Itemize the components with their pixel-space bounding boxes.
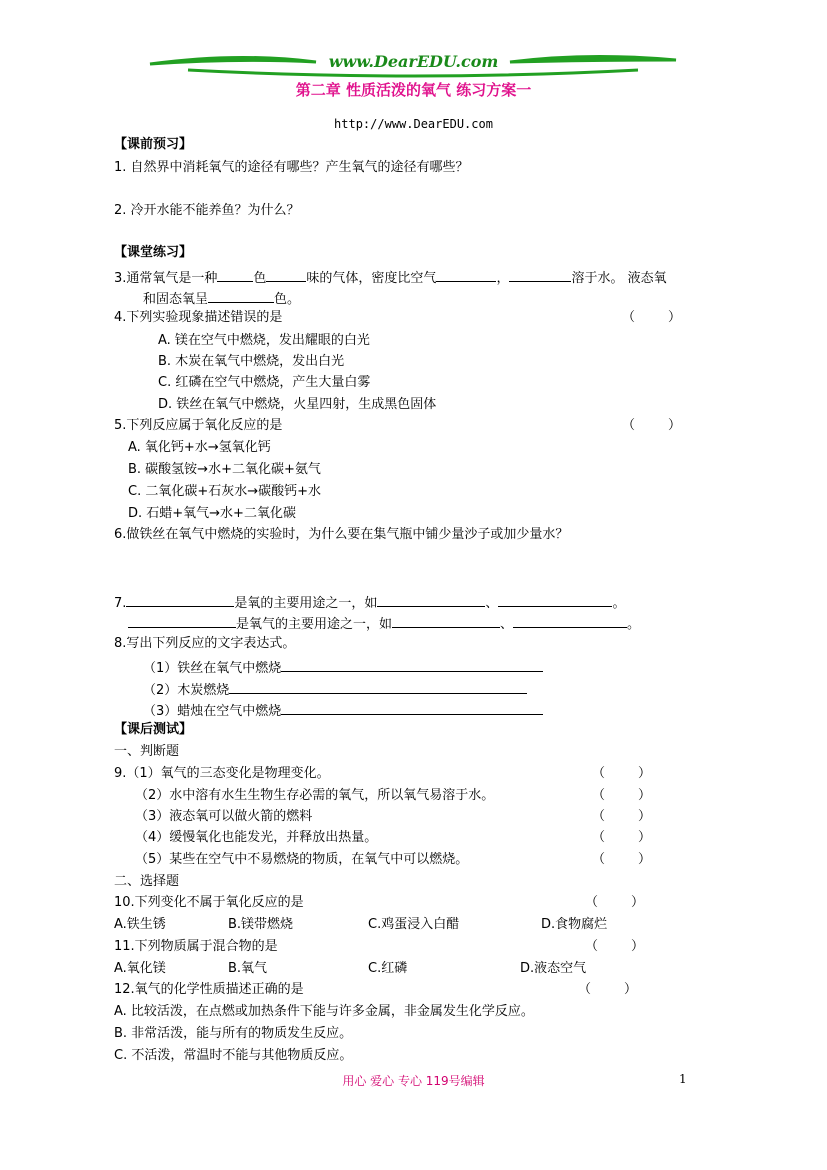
section-preview: 【课前预习】 xyxy=(114,137,193,152)
blank-example-4[interactable] xyxy=(513,614,627,628)
question-3-line2 xyxy=(143,289,300,308)
q3-part3: 味的气体，密度比空气 xyxy=(306,271,437,286)
question-11-stem: 11.下列物质属于混合物的是 xyxy=(114,939,278,954)
answer-bracket[interactable]: （ ） xyxy=(585,939,645,954)
judge-item-5: （5）某些在空气中不易燃烧的物质，在氧气中可以燃烧。 xyxy=(135,852,469,867)
answer-bracket[interactable]: （ ） xyxy=(592,830,652,845)
section-classwork: 【课堂练习】 xyxy=(114,245,193,260)
blank-solubility[interactable] xyxy=(509,268,571,282)
q11-option-b: B.氧气 xyxy=(228,961,268,976)
judge-item-4: （4）缓慢氧化也能发光，并释放出热量。 xyxy=(135,830,378,845)
answer-bracket[interactable]: （ ） xyxy=(592,788,652,803)
judge-heading: 一、判断题 xyxy=(114,744,180,759)
blank-smell[interactable] xyxy=(266,268,306,282)
answer-bracket[interactable]: （ ） xyxy=(592,766,652,781)
q11-option-d: D.液态空气 xyxy=(520,961,587,976)
q4-option-c: C. 红磷在空气中燃烧，产生大量白雾 xyxy=(158,375,371,390)
q7-end-1: 。 xyxy=(612,596,626,611)
blank-use-1[interactable] xyxy=(126,593,234,607)
q8-item-3 xyxy=(143,701,543,720)
q3-part5: 溶于水。 液态氧 xyxy=(571,271,667,286)
answer-bracket[interactable]: （ ） xyxy=(622,418,682,433)
q11-option-c: C.红磷 xyxy=(368,961,408,976)
blank-equation-1[interactable] xyxy=(281,658,543,672)
blank-equation-3[interactable] xyxy=(281,701,543,715)
q7-end-2: 。 xyxy=(627,617,641,632)
q12-option-a: A. 比较活泼，在点燃或加热条件下能与许多金属，非金属发生化学反应。 xyxy=(114,1004,534,1019)
blank-color[interactable] xyxy=(217,268,253,282)
q10-option-a: A.铁生锈 xyxy=(114,917,166,932)
q5-option-c: C. 二氧化碳+石灰水→碳酸钙+水 xyxy=(128,484,322,499)
blank-density[interactable] xyxy=(436,268,496,282)
judge-item-3: （3）液态氧可以做火箭的燃料 xyxy=(135,809,313,824)
choice-heading: 二、选择题 xyxy=(114,874,180,889)
q4-option-d: D. 铁丝在氧气中燃烧，火星四射，生成黑色固体 xyxy=(158,397,437,412)
q12-option-c: C. 不活泼，常温时不能与其他物质反应。 xyxy=(114,1048,353,1063)
q10-option-d: D.食物腐烂 xyxy=(541,917,608,932)
source-url: http://www.DearEDU.com xyxy=(334,117,493,131)
q12-option-b: B. 非常活泼，能与所有的物质发生反应。 xyxy=(114,1026,353,1041)
q5-option-a: A. 氧化钙+水→氢氧化钙 xyxy=(128,440,271,455)
q4-option-b: B. 木炭在氧气中燃烧，发出白光 xyxy=(158,354,345,369)
answer-bracket[interactable]: （ ） xyxy=(592,809,652,824)
blank-solid-color[interactable] xyxy=(208,289,274,303)
logo-text: www.DearEDU.com xyxy=(328,52,499,71)
question-2: 2. 冷开水能不能养鱼？为什么？ xyxy=(114,203,300,218)
q4-option-a: A. 镁在空气中燃烧，发出耀眼的白光 xyxy=(158,333,370,348)
blank-use-2[interactable] xyxy=(128,614,236,628)
question-8-stem: 8.写出下列反应的文字表达式。 xyxy=(114,636,296,651)
q3-line2a: 和固态氧呈 xyxy=(143,292,209,307)
blank-example-3[interactable] xyxy=(392,614,500,628)
q3-line2b: 色。 xyxy=(274,292,301,307)
q10-option-c: C.鸡蛋浸入白醋 xyxy=(368,917,460,932)
q7-text-2: 是氧气的主要用途之一，如 xyxy=(236,617,393,632)
question-4-stem: 4.下列实验现象描述错误的是 xyxy=(114,310,283,325)
q7-sep-2: 、 xyxy=(500,617,514,632)
answer-bracket[interactable]: （ ） xyxy=(578,982,638,997)
q3-part4: ， xyxy=(496,271,510,286)
q5-option-b: B. 碳酸氢铵→水+二氧化碳+氨气 xyxy=(128,462,321,477)
q8-item-2 xyxy=(143,680,527,699)
q8-item-1 xyxy=(143,658,543,677)
q7-number: 7. xyxy=(114,596,127,611)
question-5-stem: 5.下列反应属于氧化反应的是 xyxy=(114,418,283,433)
q8-item-2-text: （2）木炭燃烧 xyxy=(143,683,230,698)
footer-text: 用心 爱心 专心 119号编辑 xyxy=(342,1074,485,1088)
section-aftertest: 【课后测试】 xyxy=(114,722,193,737)
blank-equation-2[interactable] xyxy=(229,680,527,694)
question-12-stem: 12.氧气的化学性质描述正确的是 xyxy=(114,982,304,997)
page-number: 1 xyxy=(679,1072,687,1086)
q3-part2: 色 xyxy=(253,271,267,286)
judge-item-2: （2）水中溶有水生生物生存必需的氧气，所以氧气易溶于水。 xyxy=(135,788,495,803)
blank-example-2[interactable] xyxy=(498,593,612,607)
q7-sep-1: 、 xyxy=(485,596,499,611)
question-7-line1 xyxy=(114,593,625,612)
question-7-line2 xyxy=(128,614,640,633)
judge-item-1: 9.（1）氧气的三态变化是物理变化。 xyxy=(114,766,330,781)
q5-option-d: D. 石蜡+氧气→水+二氧化碳 xyxy=(128,506,296,521)
q8-item-3-text: （3）蜡烛在空气中燃烧 xyxy=(143,704,282,719)
question-1: 1. 自然界中消耗氧气的途径有哪些？产生氧气的途径有哪些？ xyxy=(114,160,469,175)
q3-part1: 3.通常氧气是一种 xyxy=(114,271,218,286)
q7-text-1: 是氧的主要用途之一，如 xyxy=(234,596,378,611)
answer-bracket[interactable]: （ ） xyxy=(585,895,645,910)
q8-item-1-text: （1）铁丝在氧气中燃烧 xyxy=(143,661,282,676)
q11-option-a: A.氧化镁 xyxy=(114,961,166,976)
page-title: 第二章 性质活泼的氧气 练习方案一 xyxy=(295,81,532,99)
answer-bracket[interactable]: （ ） xyxy=(592,852,652,867)
question-6: 6.做铁丝在氧气中燃烧的实验时，为什么要在集气瓶中铺少量沙子或加少量水？ xyxy=(114,527,569,542)
question-10-stem: 10.下列变化不属于氧化反应的是 xyxy=(114,895,304,910)
answer-bracket[interactable]: （ ） xyxy=(622,310,682,325)
blank-example-1[interactable] xyxy=(377,593,485,607)
question-3-line1 xyxy=(114,268,667,287)
q10-option-b: B.镁带燃烧 xyxy=(228,917,294,932)
